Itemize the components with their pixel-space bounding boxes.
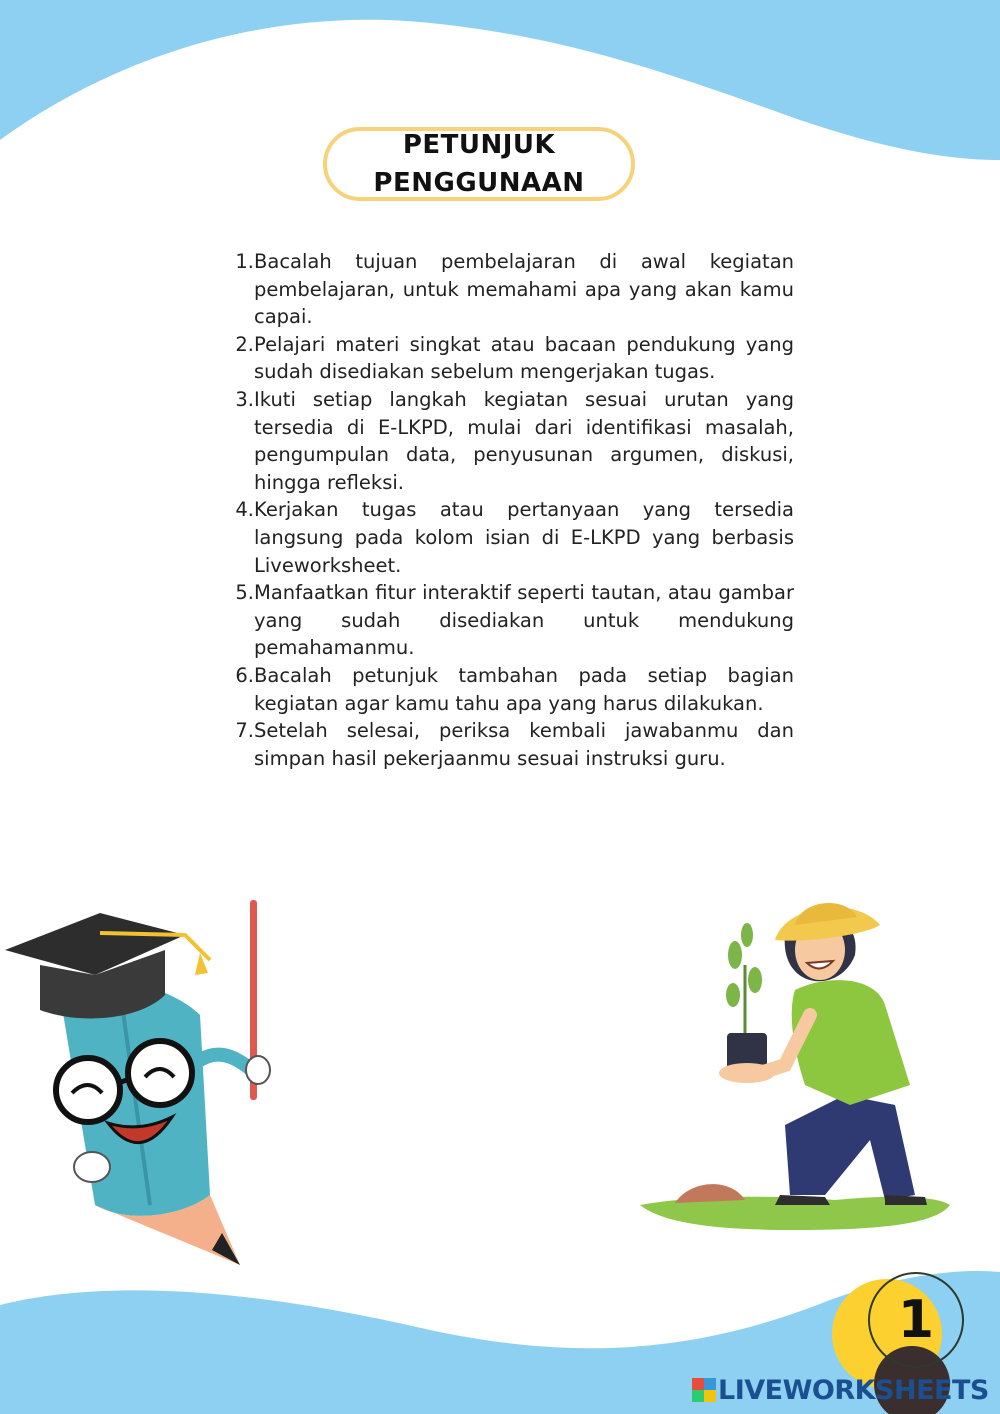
title-line-2: PENGGUNAAN [373,168,585,198]
pencil-mascot-illustration [0,895,290,1285]
instruction-number: 3. [235,387,254,411]
instruction-item [228,331,794,386]
title-line-1: PETUNJUK [402,130,556,160]
instruction-number: 4. [235,498,254,522]
instruction-item [228,579,794,662]
page-number: 1 [868,1272,964,1368]
instruction-list [228,248,794,772]
instruction-text: Setelah selesai, periksa kembali jawabanmu dan simpan hasil pekerjaanmu sesuai instruksi guru. [254,719,794,770]
instruction-item [228,662,794,717]
instruction-number: 7. [235,719,254,743]
instruction-number: 1. [235,250,254,273]
instruction-item [228,717,794,772]
instruction-number: 2. [235,332,254,356]
instruction-item [228,248,794,331]
instruction-number: 5. [235,581,254,605]
instruction-number: 6. [235,663,254,687]
title-banner [323,127,635,201]
instruction-text: Ikuti setiap langkah kegiatan sesuai urutan yang tersedia di E-LKPD, mulai dari identifikasi masalah, pengumpulan data, penyusunan argumen, diskusi, hingga refleksi. [254,387,794,494]
instruction-text: Pelajari materi singkat atau bacaan pendukung yang sudah disediakan sebelum mengerjakan tugas. [254,332,794,384]
instruction-item [228,496,794,579]
woman-planting-illustration [635,895,955,1235]
instruction-text: Bacalah tujuan pembelajaran di awal kegiatan pembelajaran, untuk memahami apa yang akan kamu capai. [254,250,794,329]
instruction-text: Manfaatkan fitur interaktif seperti tautan, atau gambar yang sudah disediakan untuk mendukung pemahamanmu. [254,581,794,660]
instruction-text: Bacalah petunjuk tambahan pada setiap bagian kegiatan agar kamu tahu apa yang harus dilakukan. [254,663,794,715]
liveworksheets-brand [692,1372,989,1408]
liveworksheets-logo-icon [692,1378,716,1402]
instruction-text: Kerjakan tugas atau pertanyaan yang tersedia langsung pada kolom isian di E-LKPD yang berbasis Liveworksheet. [254,498,794,577]
instruction-item [228,386,794,496]
brand-text: LIVEWORKSHEETS [718,1374,989,1406]
